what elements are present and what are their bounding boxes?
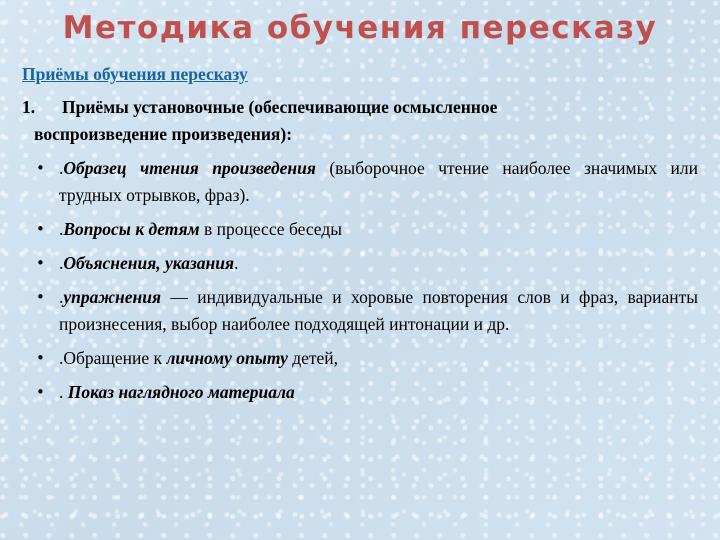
section-heading-line1 bbox=[22, 94, 698, 121]
bullet-text: . bbox=[234, 253, 239, 273]
bullet-prefix: .Обращение к bbox=[59, 348, 167, 368]
bullet-icon: • bbox=[36, 254, 45, 272]
bullet-emphasis: Вопросы к детям bbox=[63, 219, 200, 239]
list-item bbox=[22, 284, 698, 338]
bullet-text: в процессе беседы bbox=[199, 219, 343, 239]
list-item bbox=[22, 345, 698, 372]
section-heading-text: Приёмы установочные (обеспечивающие осмысленное bbox=[62, 97, 498, 117]
bullet-text: — индивидуальные и хоровые повторения слов и фраз, варианты произнесения, выбор наиболее подходящей интонации и др. bbox=[59, 287, 698, 334]
bullet-prefix: . bbox=[59, 158, 64, 178]
bullet-text: детей, bbox=[287, 348, 339, 368]
bullet-prefix: . bbox=[59, 382, 68, 402]
bullet-emphasis: личному опыту bbox=[166, 348, 288, 368]
section-heading bbox=[22, 94, 698, 148]
bullet-list bbox=[22, 155, 698, 406]
bullet-prefix: . bbox=[59, 219, 64, 239]
list-item bbox=[22, 379, 698, 406]
section-number: 1. bbox=[22, 97, 36, 117]
bullet-text: (выборочное чтение наиболее значимых или трудных отрывков, фраз). bbox=[59, 158, 699, 205]
bullet-emphasis: упражнения bbox=[63, 287, 161, 307]
bullet-icon: • bbox=[36, 383, 45, 401]
list-item bbox=[22, 155, 698, 209]
page-title: Методика обучения пересказу bbox=[62, 10, 658, 46]
bullet-emphasis: Объяснения, указания bbox=[63, 253, 234, 273]
bullet-prefix: . bbox=[59, 287, 64, 307]
bullet-icon: • bbox=[36, 288, 45, 306]
slide-content bbox=[22, 94, 698, 413]
subtitle-link[interactable]: Приёмы обучения пересказу bbox=[22, 64, 248, 84]
bullet-icon: • bbox=[36, 349, 45, 367]
bullet-icon: • bbox=[36, 159, 45, 177]
bullet-emphasis: Показ наглядного материала bbox=[67, 382, 295, 402]
list-item bbox=[22, 216, 698, 243]
list-item bbox=[22, 250, 698, 277]
bullet-prefix: . bbox=[59, 253, 64, 273]
bullet-icon: • bbox=[36, 220, 45, 238]
section-heading-line2: воспроизведение произведения): bbox=[34, 124, 293, 144]
bullet-emphasis: Образец чтения произведения bbox=[63, 158, 316, 178]
